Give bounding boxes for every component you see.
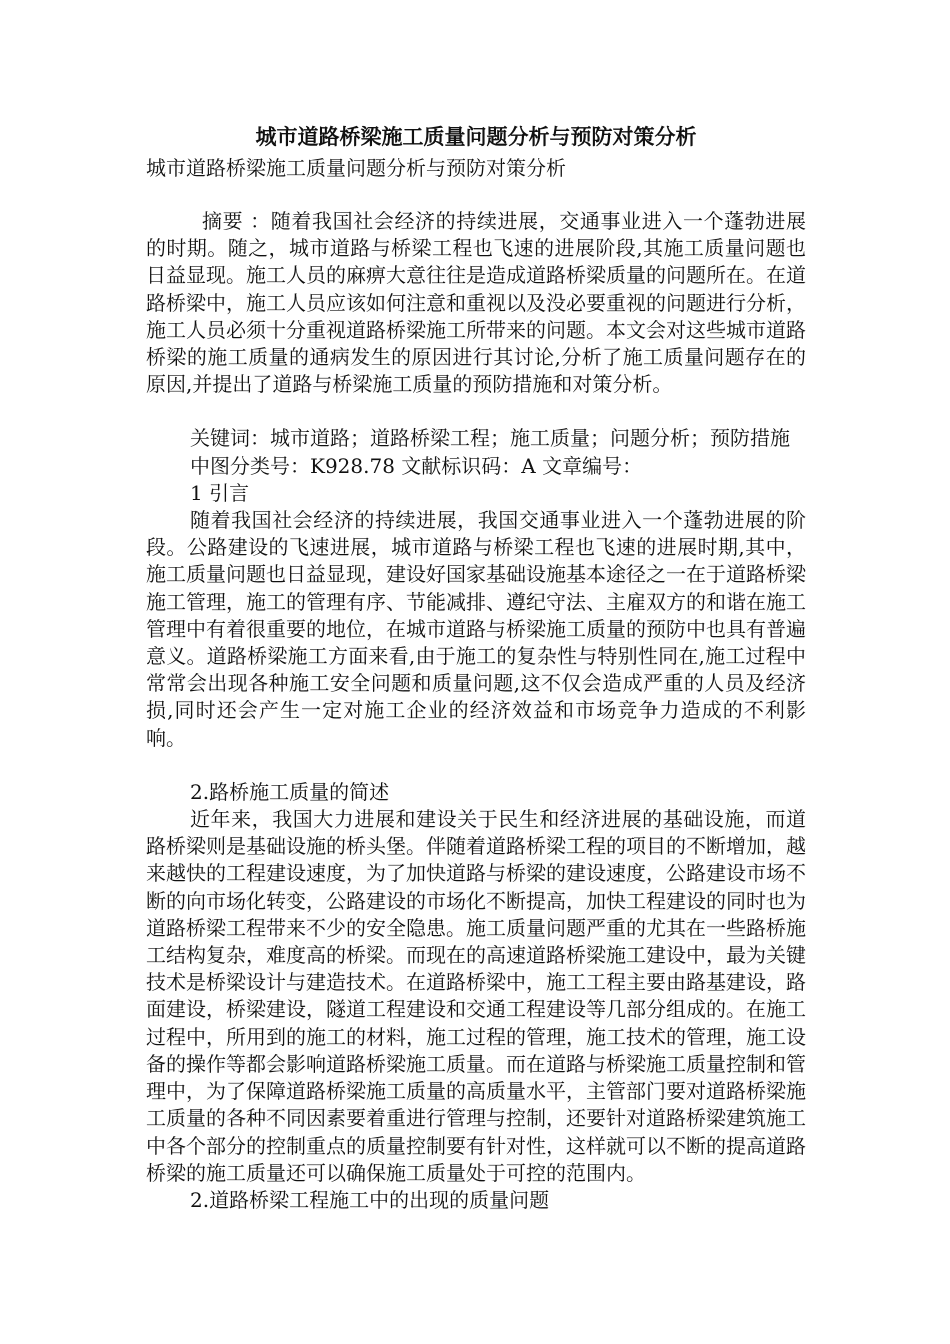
section1-heading: 1 引言 [190, 480, 250, 505]
document-page [146, 120, 806, 1214]
document-title: 城市道路桥梁施工质量问题分析与预防对策分析 [255, 124, 697, 149]
spacer [146, 398, 806, 425]
spacer [146, 752, 806, 779]
classification-line: 中图分类号：K928.78 文献标识码：A 文章编号： [190, 453, 643, 478]
keywords-paragraph: 关键词：城市道路；道路桥梁工程；施工质量；问题分析；预防措施 [190, 426, 790, 451]
section1-paragraph: 随着我国社会经济的持续进展，我国交通事业进入一个蓬勃进展的阶段。公路建设的飞速进展，城市道路与桥梁工程也飞速的进展时期,其中，施工质量问题也日益显现，建设好国家基础设施基本途径之一在于道路桥梁施工管理，施工的管理有序、节能减排、遵纪守法、主雇双方的和谐在施工管理中有着很重要的地位，在城市道路与桥梁施工质量的预防中也具有普遍意义。道路桥梁施工方面来看,由于施工的复杂性与特别性同在,施工过程中常常会出现各种施工安全问题和质量问题,这不仅会造成严重的人员及经济损,同时还会产生一定对施工企业的经济效益和市场竞争力造成的不利影响。 [146, 508, 806, 750]
section2-heading: 2.路桥施工质量的简述 [190, 779, 390, 804]
abstract-paragraph: 摘要 ：随着我国社会经济的持续进展，交通事业进入一个蓬勃进展的时期。随之，城市道路与桥梁工程也飞速的进展阶段,其施工质量问题也日益显现。施工人员的麻痹大意往往是造成道路桥梁质量的问题所在。在道路桥梁中，施工人员应该如何注意和重视以及没必要重视的问题进行分析，施工人员必须十分重视道路桥梁施工所带来的问题。本文会对这些城市道路桥梁的施工质量的通病发生的原因进行其讨论,分析了施工质量问题存在的原因,并提出了道路与桥梁施工质量的预防措施和对策分析。 [146, 209, 806, 397]
document-subtitle: 城市道路桥梁施工质量问题分析与预防对策分析 [146, 156, 566, 180]
section2-paragraph: 近年来，我国大力进展和建设关于民生和经济进展的基础设施，而道路桥梁则是基础设施的桥头堡。伴随着道路桥梁工程的项目的不断增加，越来越快的工程建设速度，为了加快道路与桥梁的建设速度，公路建设市场不断的向市场化转变，公路建设的市场化不断提高，加快工程建设的同时也为道路桥梁工程带来不少的安全隐患。施工质量问题严重的尤其在一些路桥施工结构复杂，难度高的桥梁。而现在的高速道路桥梁施工建设中，最为关键技术是桥梁设计与建造技术。在道路桥梁中，施工工程主要由路基建设，路面建设，桥梁建设，隧道工程建设和交通工程建设等几部分组成的。在施工过程中，所用到的施工的材料，施工过程的管理，施工技术的管理，施工设备的操作等都会影响道路桥梁施工质量。而在道路与桥梁施工质量控制和管理中，为了保障道路桥梁施工质量的高质量水平，主管部门要对道路桥梁施工质量的各种不同因素要着重进行管理与控制，还要针对道路桥梁建筑施工中各个部分的控制重点的质量控制要有针对性，这样就可以不断的提高道路桥梁的施工质量还可以确保施工质量处于可控的范围内。 [146, 807, 806, 1185]
section3-heading: 2.道路桥梁工程施工中的出现的质量问题 [190, 1187, 550, 1212]
